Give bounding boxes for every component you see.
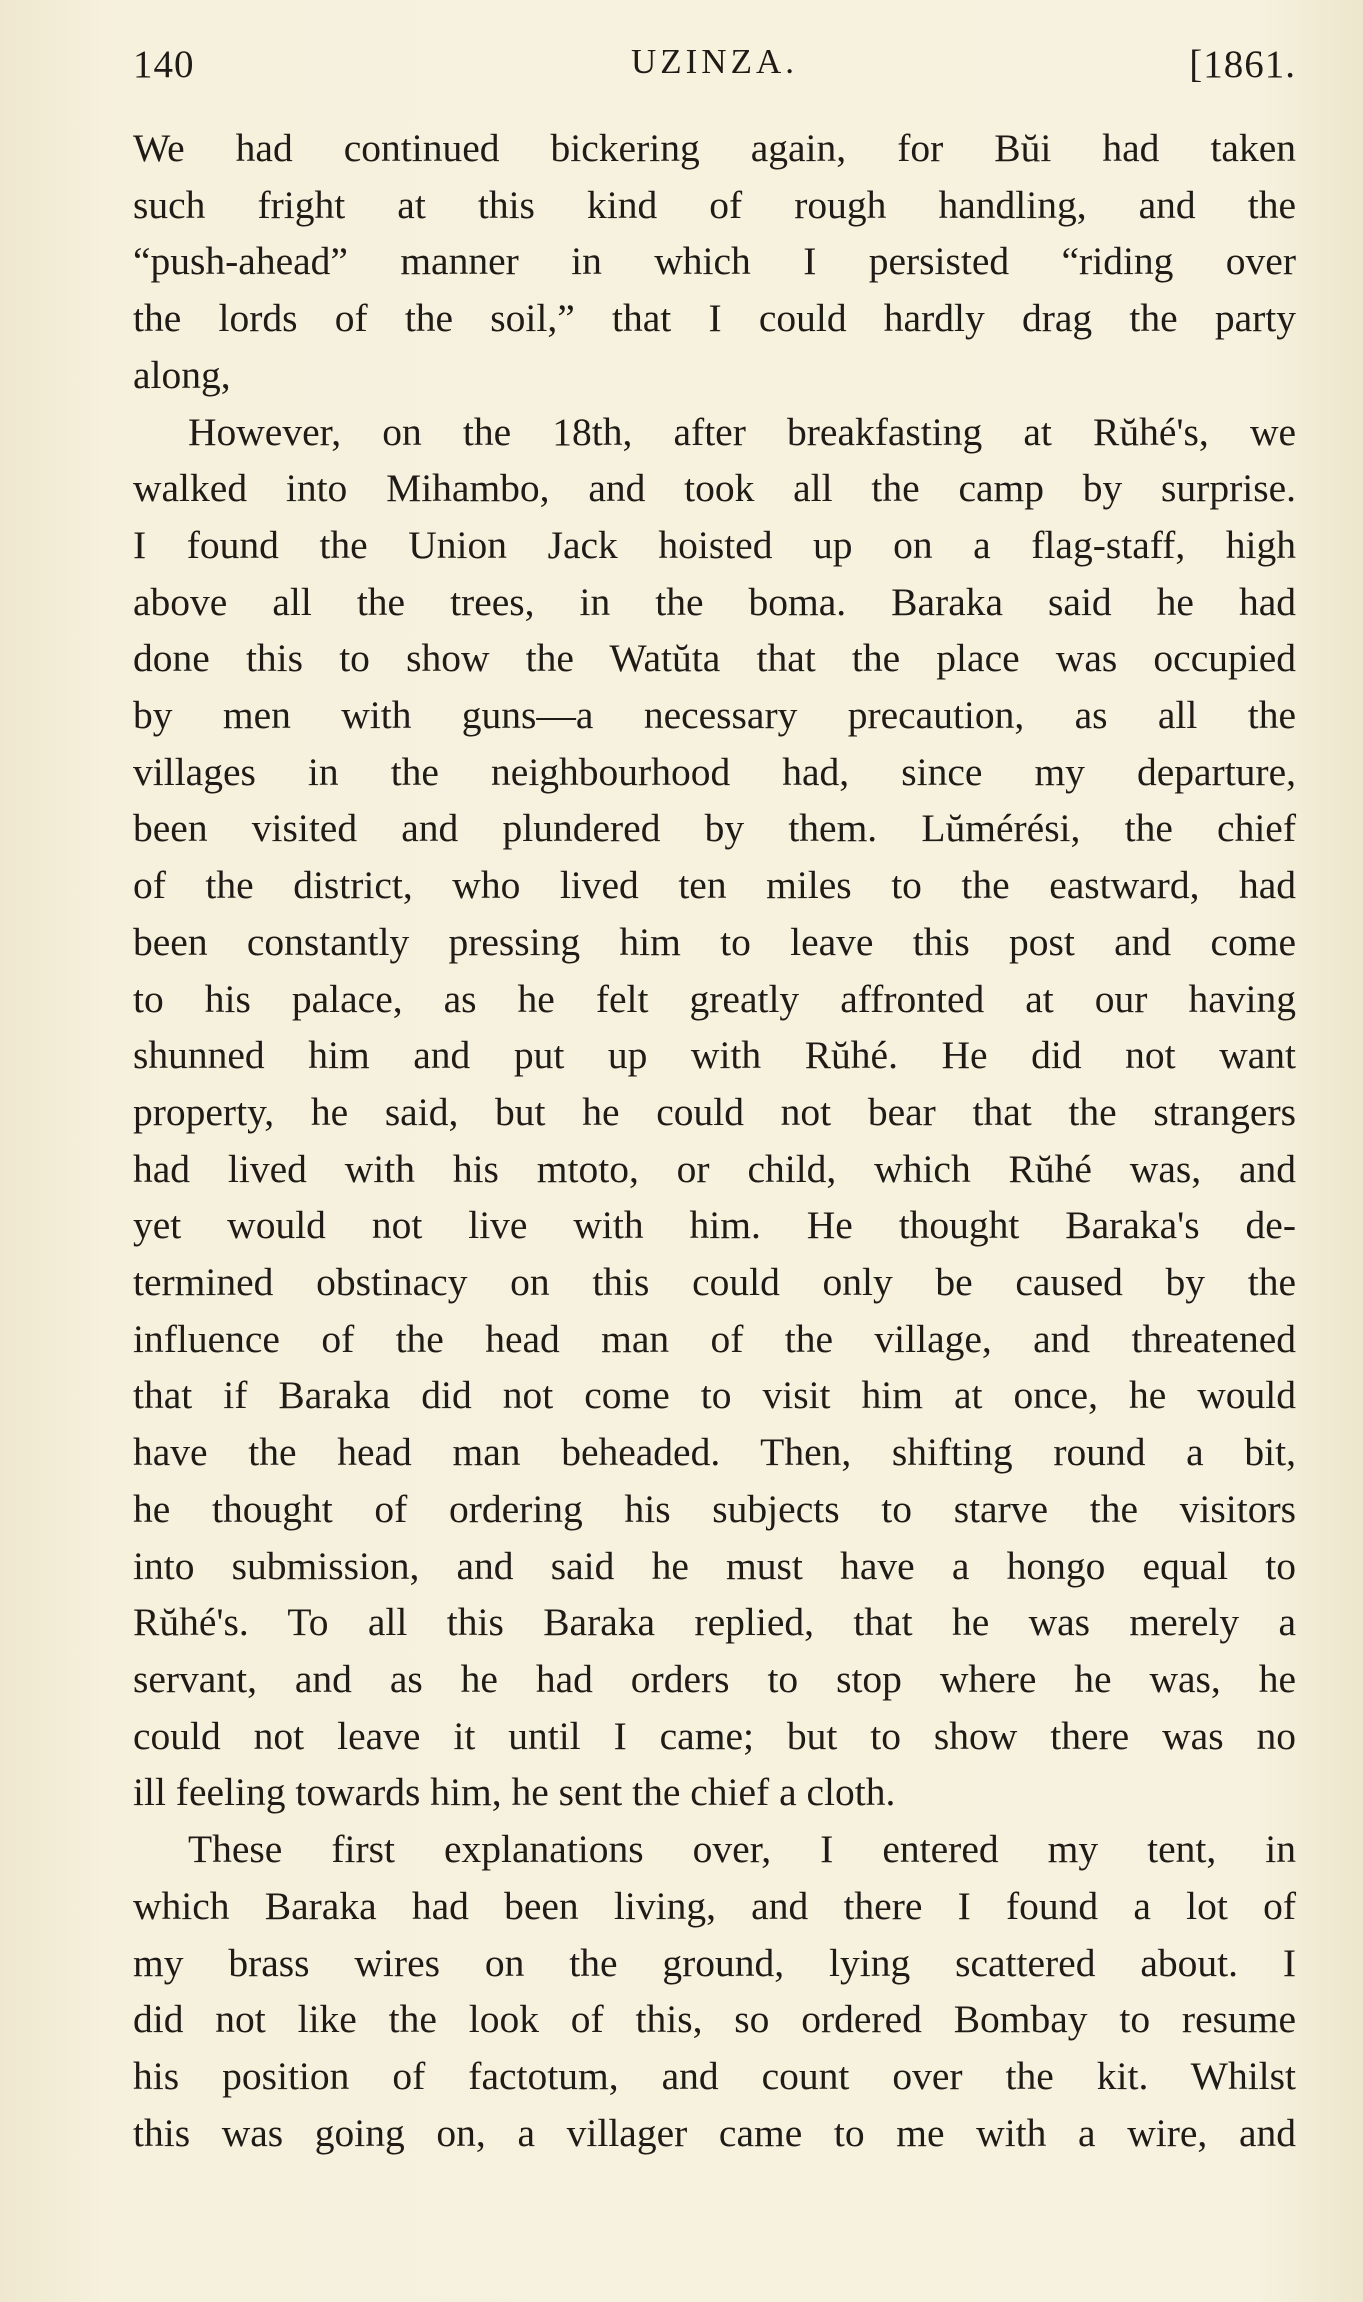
text-line: However, on the 18th, after breakfasting at Rŭhé's, we	[188, 409, 1296, 454]
text-line: shunned him and put up with Rŭhé. He did not want	[133, 1033, 1296, 1078]
text-line: Rŭhé's. To all this Baraka replied, that he was merely a	[133, 1600, 1296, 1645]
text-line: done this to show the Watŭta that the place was occupied	[133, 636, 1296, 681]
text-line: yet would not live with him. He thought Baraka's de-	[133, 1203, 1296, 1248]
running-title: UZINZA.	[631, 42, 798, 81]
text-line: to his palace, as he felt greatly affronted at our having	[133, 976, 1296, 1021]
text-line: influence of the head man of the village, and threatened	[133, 1316, 1296, 1361]
text-line: been visited and plundered by them. Lŭmérési, the chief	[133, 806, 1296, 851]
text-line: into submission, and said he must have a hongo equal to	[133, 1543, 1296, 1588]
text-line: servant, and as he had orders to stop where he was, he	[133, 1656, 1296, 1701]
text-line: this was going on, a villager came to me with a wire, and	[133, 2110, 1296, 2155]
text-line: above all the trees, in the boma. Baraka said he had	[133, 579, 1296, 624]
text-line: such fright at this kind of rough handling, and the	[133, 182, 1296, 227]
text-line: which Baraka had been living, and there I found a lot of	[133, 1883, 1296, 1928]
page-number: 140	[133, 43, 195, 86]
text-line: of the district, who lived ten miles to the eastward, had	[133, 863, 1296, 908]
text-line: did not like the look of this, so ordered Bombay to resume	[133, 1997, 1296, 2042]
page-header	[133, 42, 1296, 96]
text-line: had lived with his mtoto, or child, which Rŭhé was, and	[133, 1146, 1296, 1191]
text-line: villages in the neighbourhood had, since my departure,	[133, 749, 1296, 794]
text-line: could not leave it until I came; but to show there was no	[133, 1713, 1296, 1758]
text-line: These first explanations over, I entered my tent, in	[188, 1827, 1296, 1872]
text-line: the lords of the soil,” that I could hardly drag the party	[133, 296, 1296, 341]
text-line: walked into Mihambo, and took all the camp by surprise.	[133, 466, 1296, 511]
text-line: his position of factotum, and count over the kit. Whilst	[133, 2053, 1296, 2098]
text-line: ill feeling towards him, he sent the chief a cloth.	[133, 1770, 896, 1815]
text-line: that if Baraka did not come to visit him at once, he would	[133, 1373, 1296, 1418]
body-text	[133, 120, 1296, 2161]
text-line: I found the Union Jack hoisted up on a flag-staff, high	[133, 522, 1296, 567]
text-line: been constantly pressing him to leave this post and come	[133, 919, 1296, 964]
text-line: property, he said, but he could not bear that the strangers	[133, 1089, 1296, 1134]
text-line: We had continued bickering again, for Bŭi had taken	[133, 126, 1296, 170]
header-date: [1861.	[1189, 43, 1296, 86]
text-line: along,	[133, 352, 231, 397]
text-line: he thought of ordering his subjects to starve the visitors	[133, 1486, 1296, 1531]
text-line: my brass wires on the ground, lying scattered about. I	[133, 1940, 1296, 1985]
text-line: “push-ahead” manner in which I persisted “riding over	[133, 239, 1296, 284]
text-line: have the head man beheaded. Then, shifting round a bit,	[133, 1430, 1296, 1475]
text-line: termined obstinacy on this could only be caused by the	[133, 1260, 1296, 1305]
text-line: by men with guns—a necessary precaution, as all the	[133, 693, 1296, 738]
